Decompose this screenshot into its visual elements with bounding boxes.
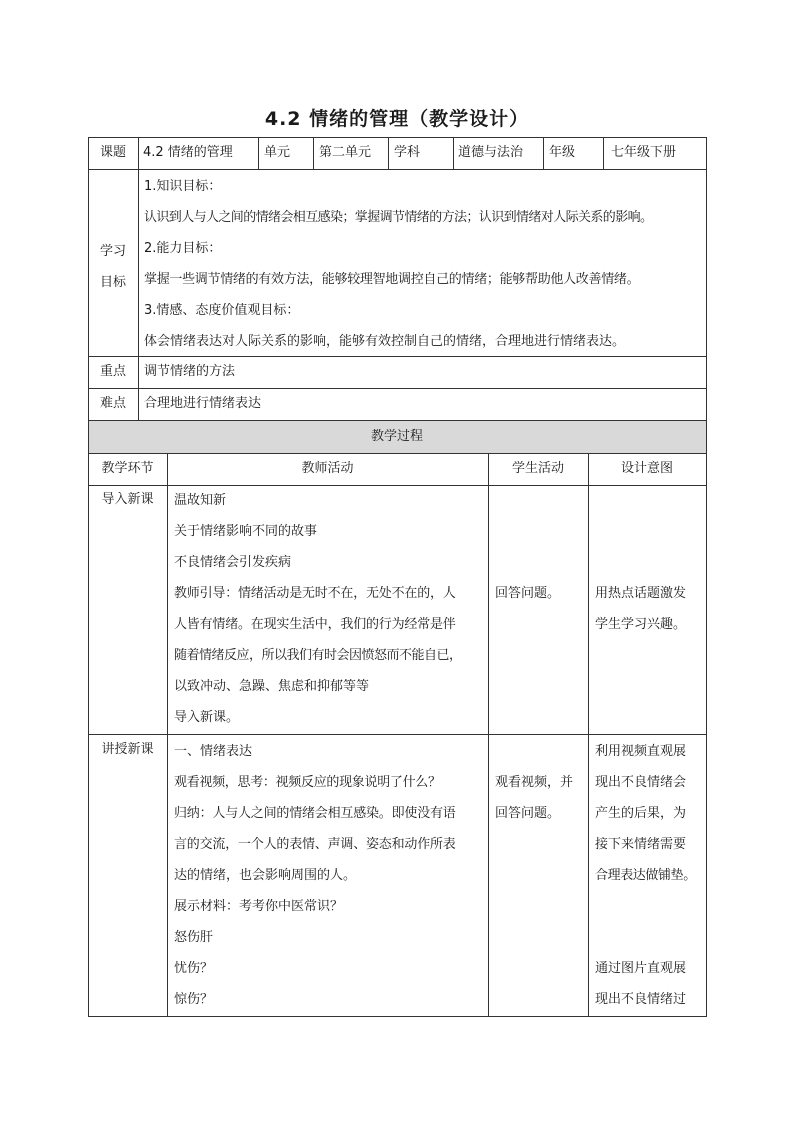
table-border xyxy=(88,388,707,389)
student-activity-intro xyxy=(495,578,587,609)
teacher-line: 忧伤？ xyxy=(174,961,214,976)
intent-line xyxy=(595,922,705,953)
subject-label: 学科 xyxy=(394,145,421,160)
teacher-line: 以致冲动、急躁、焦虑和抑郁等等 xyxy=(174,679,370,694)
grade-value: 七年级下册 xyxy=(611,145,677,160)
teacher-line: 观看视频，思考：视频反应的现象说明了什么？ xyxy=(174,775,441,790)
teacher-line: 展示材料：考考你中医常识？ xyxy=(174,899,344,914)
teacher-line: 不良情绪会引发疾病 xyxy=(174,555,292,570)
objective-line: 3.情感、态度价值观目标： xyxy=(144,303,300,318)
unit-value: 第二单元 xyxy=(319,145,372,160)
intent-line: 学生学习兴趣。 xyxy=(595,617,687,632)
teacher-line: 怒伤肝 xyxy=(174,930,214,945)
objective-line: 掌握一些调节情绪的有效方法，能够较理智地调控自己的情绪；能够帮助他人改善情绪。 xyxy=(144,272,640,287)
table-border xyxy=(706,137,707,1017)
intent-line: 现出不良情绪过 xyxy=(595,992,687,1007)
student-line: 观看视频，并 xyxy=(495,775,574,790)
subject-value: 道德与法治 xyxy=(458,145,524,160)
design-intent-new-lesson xyxy=(595,736,705,1015)
grade-label: 年级 xyxy=(549,145,576,160)
key-point-value: 调节情绪的方法 xyxy=(144,364,236,379)
student-line: 回答问题。 xyxy=(495,586,561,601)
objective-line: 认识到人与人之间的情绪会相互感染；掌握调节情绪的方法；认识到情绪对人际关系的影响。 xyxy=(144,210,653,225)
column-header-intent: 设计意图 xyxy=(620,461,673,476)
intent-line: 用热点话题激发 xyxy=(595,586,687,601)
teacher-activity-intro xyxy=(174,485,486,733)
teacher-line: 一、情绪表达 xyxy=(174,744,253,759)
teacher-line: 温故知新 xyxy=(174,493,227,508)
topic-value: 4.2 情绪的管理 xyxy=(143,145,233,160)
objectives-label-line: 学习 xyxy=(99,244,126,259)
difficulty-value: 合理地进行情绪表达 xyxy=(144,396,262,411)
teacher-line: 人皆有情绪。在现实生活中，我们的行为经常是伴 xyxy=(174,617,456,632)
page-title: 4.2 情绪的管理（教学设计） xyxy=(264,108,530,130)
table-border xyxy=(488,453,489,1016)
student-line: 回答问题。 xyxy=(495,806,561,821)
process-header: 教学过程 xyxy=(370,429,423,444)
table-border xyxy=(167,453,168,1016)
unit-label: 单元 xyxy=(264,145,291,160)
table-border xyxy=(388,137,389,169)
design-intent-intro xyxy=(595,578,705,640)
objectives-text xyxy=(144,171,704,357)
teacher-line: 言的交流，一个人的表情、声调、姿态和动作所表 xyxy=(174,837,456,852)
intent-line: 接下来情绪需要 xyxy=(595,837,687,852)
intent-line: 通过图片直观展 xyxy=(595,961,687,976)
key-point-label: 重点 xyxy=(99,364,126,379)
intent-line: 现出不良情绪会 xyxy=(595,775,687,790)
column-header-teacher: 教师活动 xyxy=(301,461,354,476)
topic-label: 课题 xyxy=(99,145,126,160)
teacher-line: 教师引导：情绪活动是无时不在，无处不在的，人 xyxy=(174,586,456,601)
table-border xyxy=(88,1016,707,1017)
column-header-stage: 教学环节 xyxy=(101,461,154,476)
intent-line: 利用视频直观展 xyxy=(595,744,687,759)
table-border xyxy=(138,169,139,420)
objectives-label xyxy=(88,236,138,298)
intent-line: 合理表达做铺垫。 xyxy=(595,868,696,883)
objectives-label-line: 目标 xyxy=(99,275,126,290)
teacher-line: 达的情绪，也会影响周围的人。 xyxy=(174,868,357,883)
table-border xyxy=(88,734,707,735)
teacher-line: 归纳：人与人之间的情绪会相互感染。即使没有语 xyxy=(174,806,456,821)
stage-intro: 导入新课 xyxy=(101,492,154,507)
teacher-line: 随着情绪反应，所以我们有时会因愤怒而不能自已， xyxy=(174,648,462,663)
table-border xyxy=(453,137,454,169)
table-border xyxy=(88,137,707,138)
table-border xyxy=(258,137,259,169)
stage-new-lesson: 讲授新课 xyxy=(101,742,154,757)
table-border xyxy=(588,453,589,1016)
teacher-line: 导入新课。 xyxy=(174,710,240,725)
column-header-student: 学生活动 xyxy=(511,461,564,476)
objective-line: 体会情绪表达对人际关系的影响，能够有效控制自己的情绪，合理地进行情绪表达。 xyxy=(144,334,626,349)
student-activity-new-lesson xyxy=(495,767,587,829)
table-border xyxy=(88,453,707,454)
table-border xyxy=(88,420,707,421)
difficulty-label: 难点 xyxy=(99,396,126,411)
table-border xyxy=(543,137,544,169)
objective-line: 2.能力目标： xyxy=(144,241,222,256)
table-border xyxy=(313,137,314,169)
intent-line xyxy=(595,891,705,922)
intent-line: 产生的后果，为 xyxy=(595,806,687,821)
table-border xyxy=(603,137,604,169)
teacher-line: 惊伤？ xyxy=(174,992,214,1007)
teacher-activity-new-lesson xyxy=(174,736,486,1015)
objective-line: 1.知识目标： xyxy=(144,179,222,194)
teacher-line: 关于情绪影响不同的故事 xyxy=(174,524,318,539)
table-border xyxy=(138,137,139,169)
table-border xyxy=(88,169,707,170)
